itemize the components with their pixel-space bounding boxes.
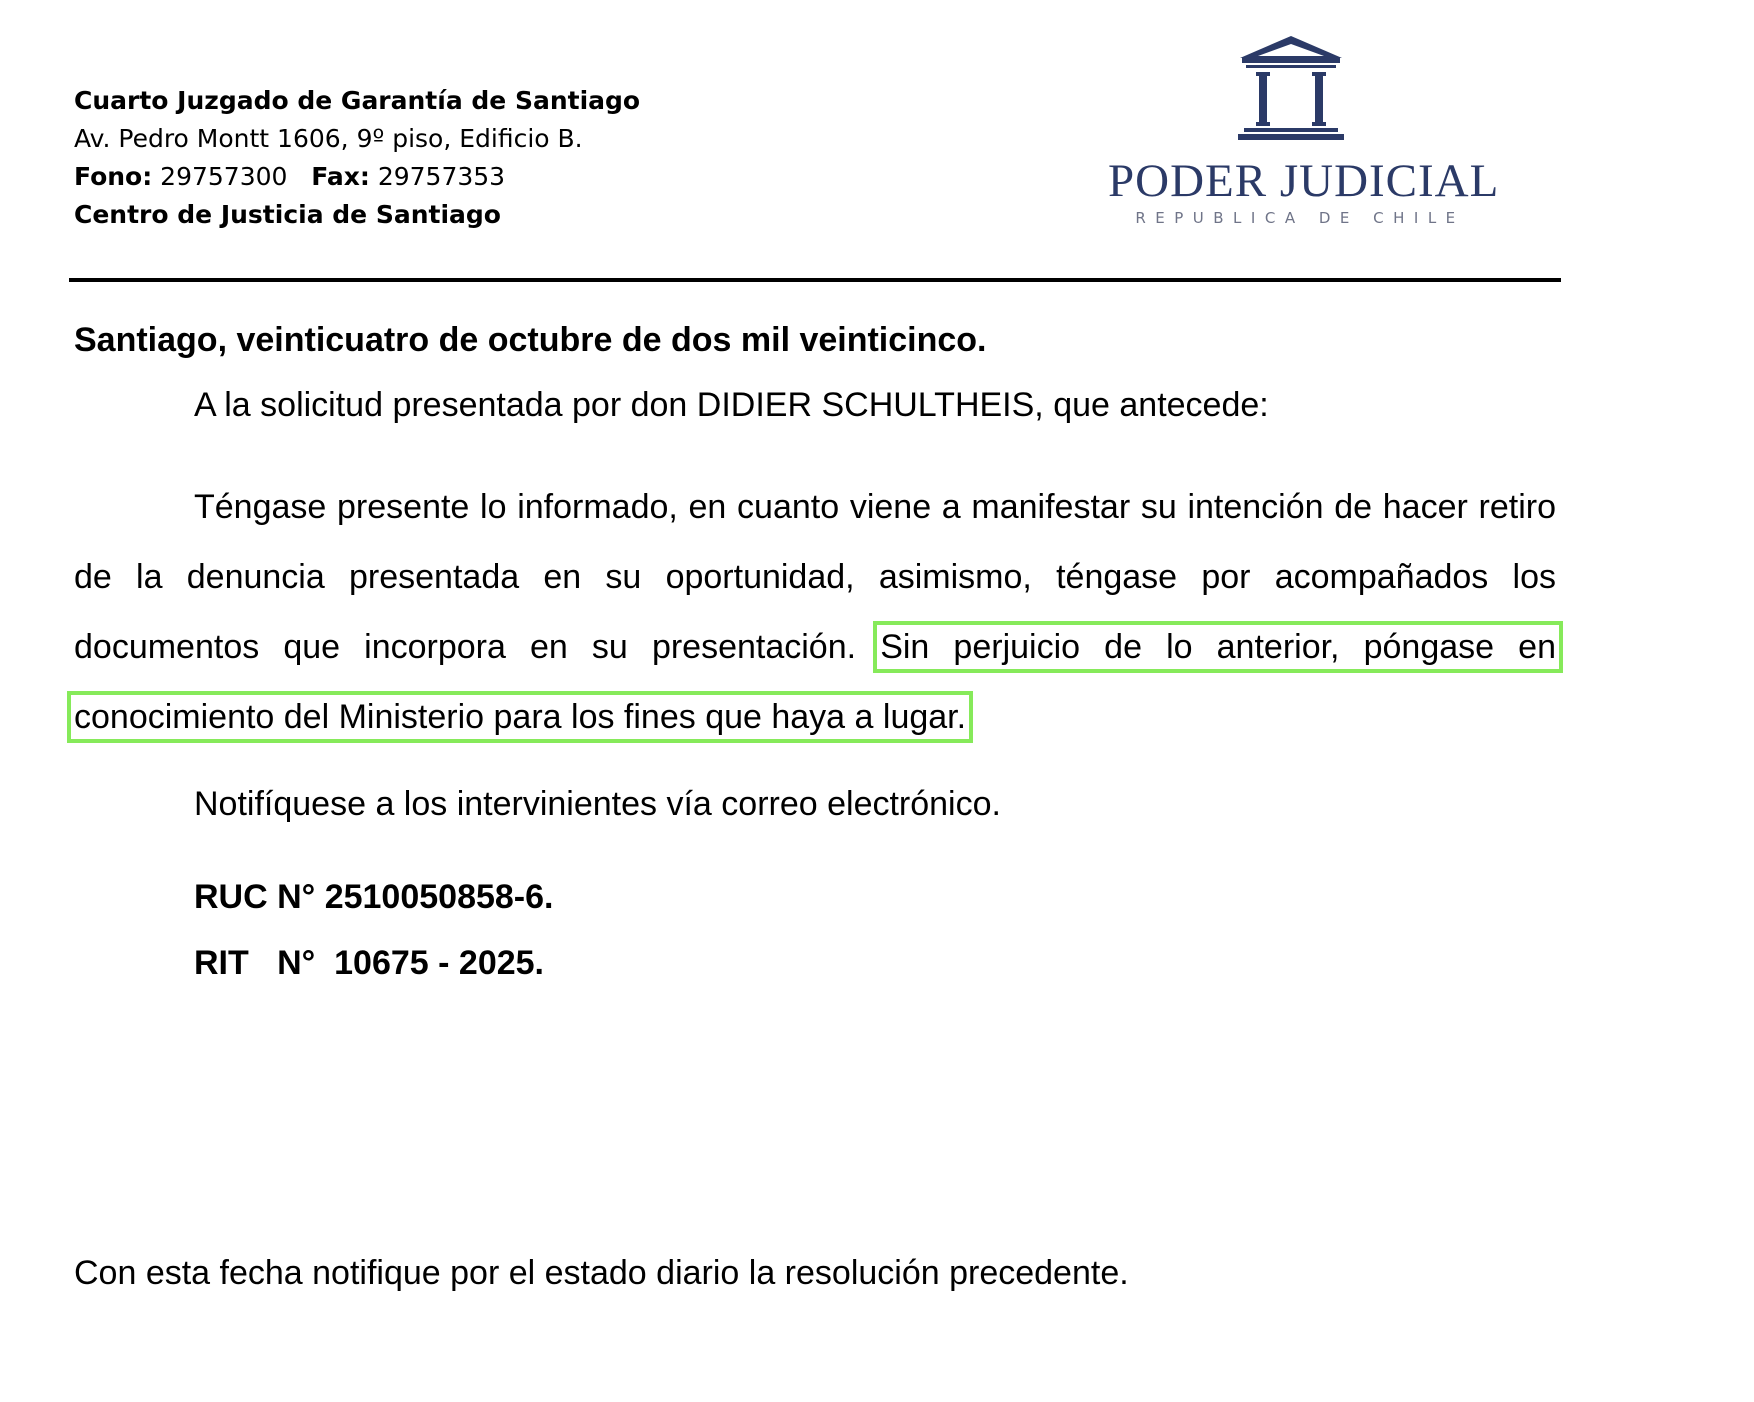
resolution-intro: A la solicitud presentada por don DIDIER SCHULTHEIS, que antecede: [194,386,1269,424]
resolution-paragraph [74,472,1556,752]
fax-value: 29757353 [369,162,506,191]
paragraph-text: Téngase presente lo informado, en cuanto viene a manifestar su intención de hacer retiro de la denuncia presentada en su oportunidad, asimismo, téngase por acompañados los documentos que incorpora en su presentación. [74,488,1556,666]
court-address: Av. Pedro Montt 1606, 9º piso, Edificio B. [74,124,583,153]
ruc-number: RUC N° 2510050858-6. [194,878,554,916]
poder-judicial-logo [1108,34,1500,227]
logo-title: PODER JUDICIAL [1108,155,1500,207]
court-name: Cuarto Juzgado de Garantía de Santiago [74,86,641,115]
court-contact [74,158,774,196]
resolution-date: Santiago, veinticuatro de octubre de dos mil veinticinco. [74,321,987,359]
phone-value: 29757300 [152,162,312,191]
court-header [74,82,774,234]
footer-note: Con esta fecha notifique por el estado diario la resolución precedente. [74,1254,1129,1292]
rit-number: RIT N° 10675 - 2025. [194,944,544,982]
fax-label: Fax: [311,162,370,191]
header-divider [69,278,1561,282]
notification-line: Notifíquese a los intervinientes vía correo electrónico. [194,785,1001,823]
courthouse-icon [1236,34,1346,146]
resolution-body [74,310,1556,996]
phone-label: Fono: [74,162,153,191]
logo-subtitle: REPUBLICA DE CHILE [1135,209,1465,227]
highlighted-sentence: Sin perjuicio de lo anterior, póngase en conocimiento del Ministerio para los fines que haya a lugar. [74,628,1556,736]
justice-center: Centro de Justicia de Santiago [74,200,501,229]
